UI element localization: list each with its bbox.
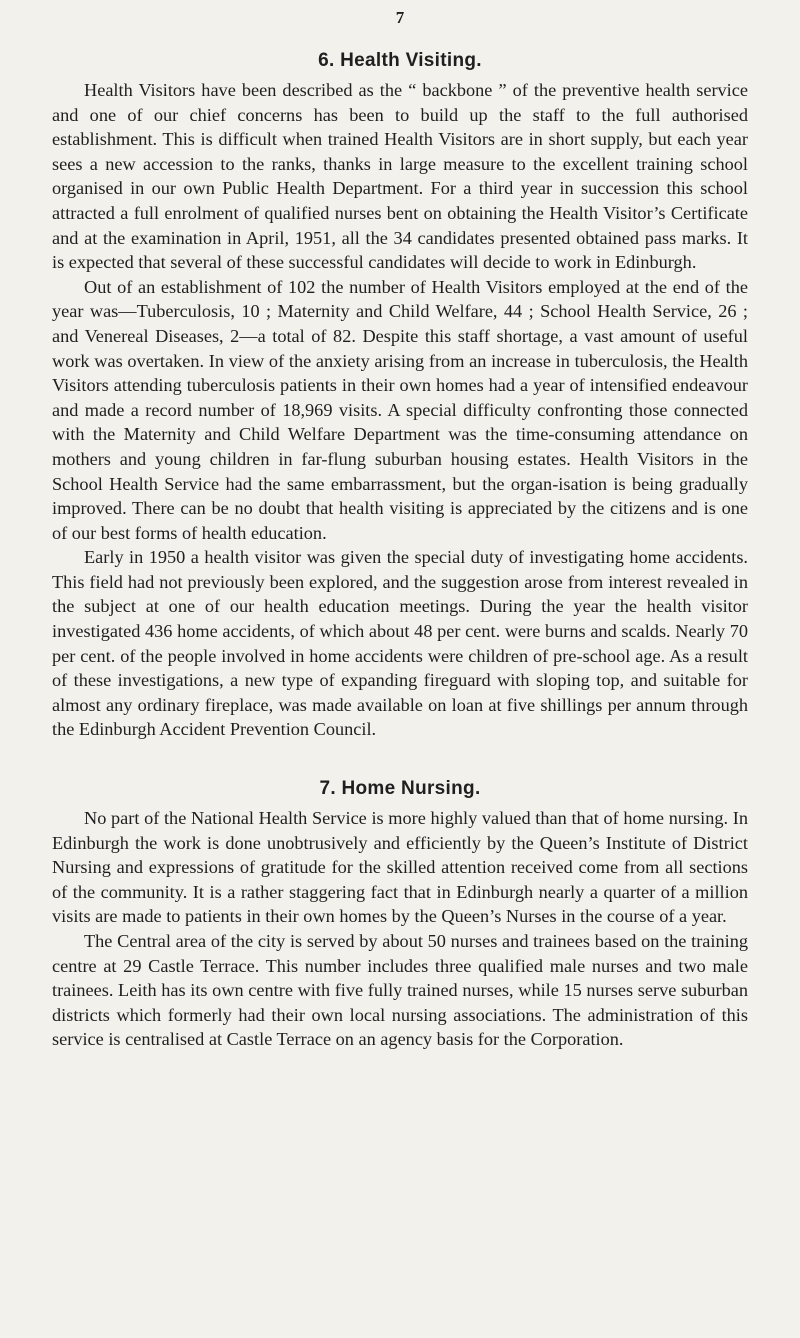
section-home-nursing <box>52 778 748 1052</box>
paragraph: Out of an establishment of 102 the number of Health Visitors employed at the end of the year was—Tuberculosis, 10 ; Maternity and Child Welfare, 44 ; School Health Service, 26 ; and Venereal Diseases, 2—a total of 82. Despite this staff shortage, a vast amount of useful work was overtaken. In view of the anxiety arising from an increase in tuberculosis, the Health Visitors attending tuberculosis patients in their own homes had a year of intensified endeavour and made a record number of 18,969 visits. A special difficulty confronting those connected with the Maternity and Child Welfare Department was the time-consuming attendance on mothers and young children in far-flung suburban housing estates. Health Visitors in the School Health Service had the same embarrassment, but the organ-isation is being gradually improved. There can be no doubt that health visiting is appreciated by the citizens and is one of our best forms of health education. <box>52 276 748 543</box>
paragraph: Early in 1950 a health visitor was given the special duty of investigating home accidents. This field had not previously been explored, and the suggestion arose from interest revealed in the subject at one of our health education meetings. During the year the health visitor investigated 436 home accidents, of which about 48 per cent. were burns and scalds. Nearly 70 per cent. of the people involved in home accidents were children of pre-school age. As a result of these investigations, a new type of expanding fireguard with sloping top, and suitable for almost any ordinary fireplace, was made available on loan at five shillings per annum through the Edinburgh Accident Prevention Council. <box>52 547 748 740</box>
page-number: 7 <box>395 8 405 27</box>
section-heading: 6. Health Visiting. <box>318 50 482 71</box>
section-health-visiting <box>52 50 748 742</box>
section-heading: 7. Home Nursing. <box>319 778 481 800</box>
paragraph: The Central area of the city is served by about 50 nurses and trainees based on the training centre at 29 Castle Terrace. This number includes three qualified male nurses and two male trainees. Leith has its own centre with five fully trained nurses, while 15 nurses serve suburban districts which formerly had their own local nursing associations. The administration of this service is centralised at Castle Terrace on an agency basis for the Corporation. <box>52 931 748 1050</box>
section-divider <box>52 742 748 772</box>
paragraph: Health Visitors have been described as the “ backbone ” of the preventive health service and one of our chief concerns has been to build up the staff to the full authorised establishment. This is difficult when trained Health Visitors are in short supply, but each year sees a new accession to the ranks, thanks in large measure to the excellent training school organised in our own Public Health Department. For a third year in succession this school attracted a full enrolment of qualified nurses bent on obtaining the Health Visitor’s Certificate and at the examination in April, 1951, all the 34 candidates presented obtained pass marks. It is expected that several of these successful candidates will decide to work in Edinburgh. <box>52 80 748 273</box>
paragraph: No part of the National Health Service is more highly valued than that of home nursing. In Edinburgh the work is done unobtrusively and efficiently by the Queen’s Institute of District Nursing and expressions of gratitude for the skilled attention received come from all sections of the community. It is a rather staggering fact that in Edinburgh nearly a quarter of a million visits are made to patients in their own homes by the Queen’s Nurses in the course of a year. <box>52 808 748 927</box>
